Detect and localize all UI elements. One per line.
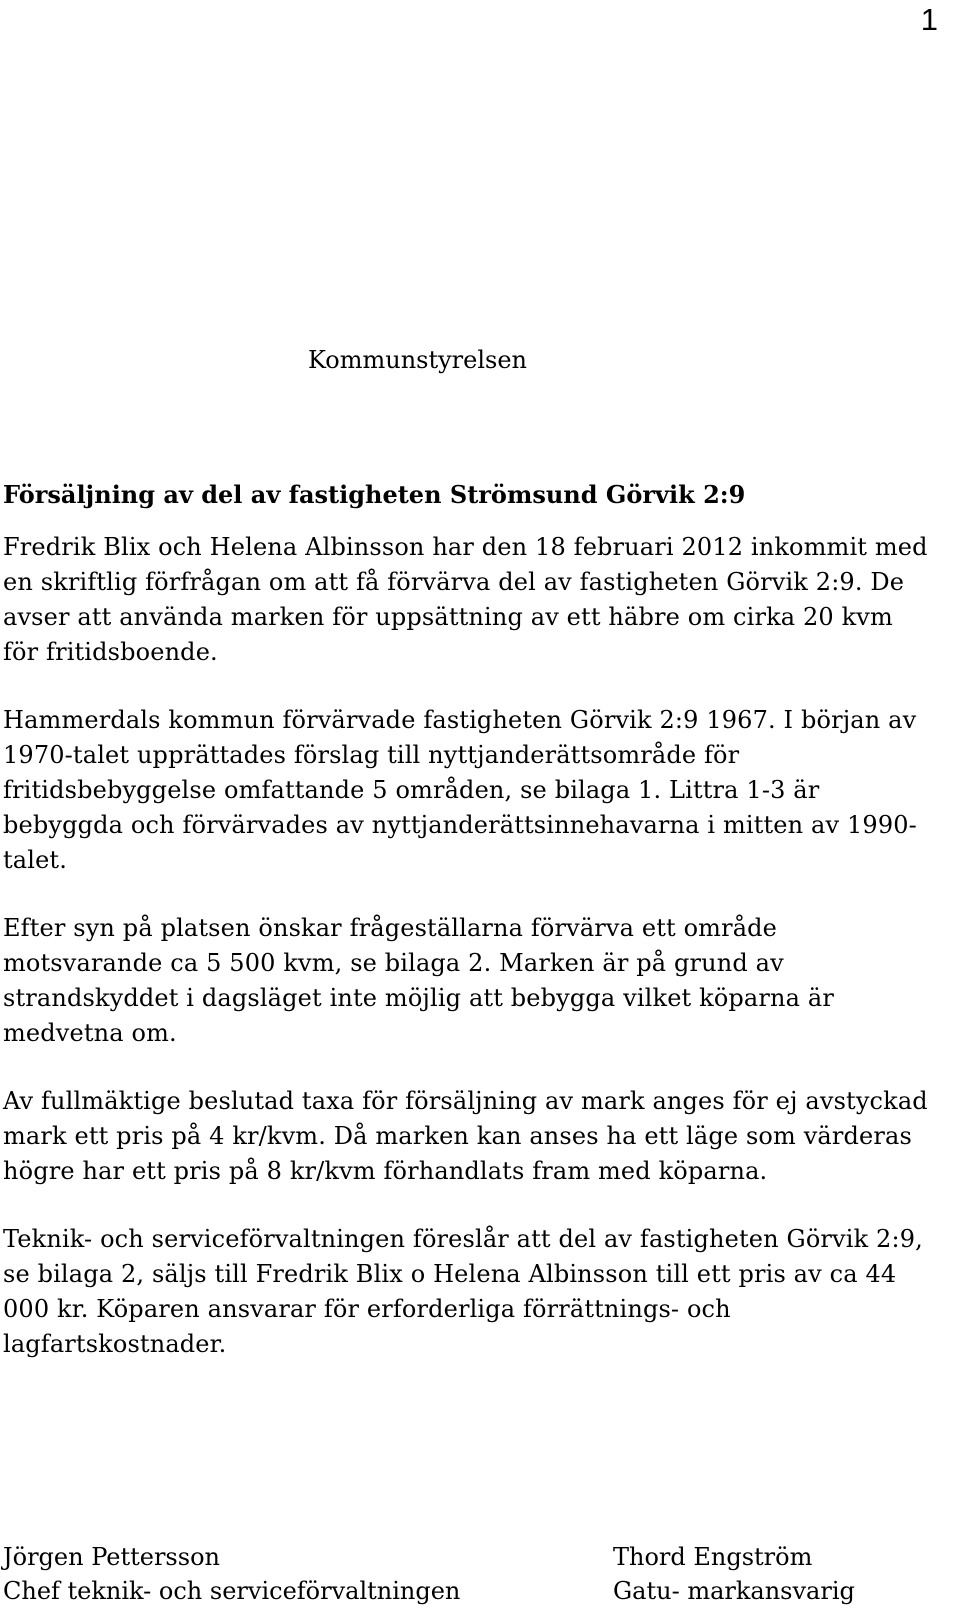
document-body (3, 478, 933, 1395)
paragraph-price: Av fullmäktige beslutad taxa för försäljning av mark anges för ej avstyckad mark ett pris på 4 kr/kvm. Då marken kan anses ha ett läge som värderas högre har ett pris på 8 kr/kvm förhandlats fram med köparna. (3, 1087, 928, 1185)
paragraph-request: Fredrik Blix och Helena Albinsson har den 18 februari 2012 inkommit med en skriftlig förfrågan om att få förvärva del av fastigheten Görvik 2:9. De avser att använda marken för uppsättning av ett häbre om cirka 20 kvm för fritidsboende. (3, 533, 928, 666)
paragraph-proposal: Teknik- och serviceförvaltningen föreslår att del av fastigheten Görvik 2:9, se bilaga 2, säljs till Fredrik Blix o Helena Albinsson till ett pris av ca 44 000 kr. Köparen ansvarar för erforderliga förrättnings- och lagfartskostnader. (3, 1225, 923, 1358)
page-number: 1 (920, 2, 938, 37)
paragraph-area: Efter syn på platsen önskar frågeställarna förvärva ett område motsvarande ca 5 500 kvm, se bilaga 2. Marken är på grund av strandskyddet i dagsläget inte möjlig att bebygga vilket köparna är medvetna om. (3, 914, 834, 1047)
signature-right-name: Thord Engström (613, 1543, 813, 1571)
signature-left-name: Jörgen Pettersson (3, 1543, 220, 1571)
signature-right-role: Gatu- markansvarig (613, 1577, 855, 1605)
signature-left (3, 1540, 460, 1608)
paragraph-history: Hammerdals kommun förvärvade fastigheten Görvik 2:9 1967. I början av 1970-talet upprättades förslag till nyttjanderättsområde för fritidsbebyggelse omfattande 5 områden, se bilaga 1. Littra 1-3 är bebyggda och förvärvades av nyttjanderättsinnehavarna i mitten av 1990-talet. (3, 706, 917, 874)
document-title: Försäljning av del av fastigheten Strömsund Görvik 2:9 (3, 480, 746, 509)
recipient: Kommunstyrelsen (308, 346, 528, 374)
signature-left-role: Chef teknik- och serviceförvaltningen (3, 1577, 461, 1605)
signature-right (613, 1540, 855, 1608)
